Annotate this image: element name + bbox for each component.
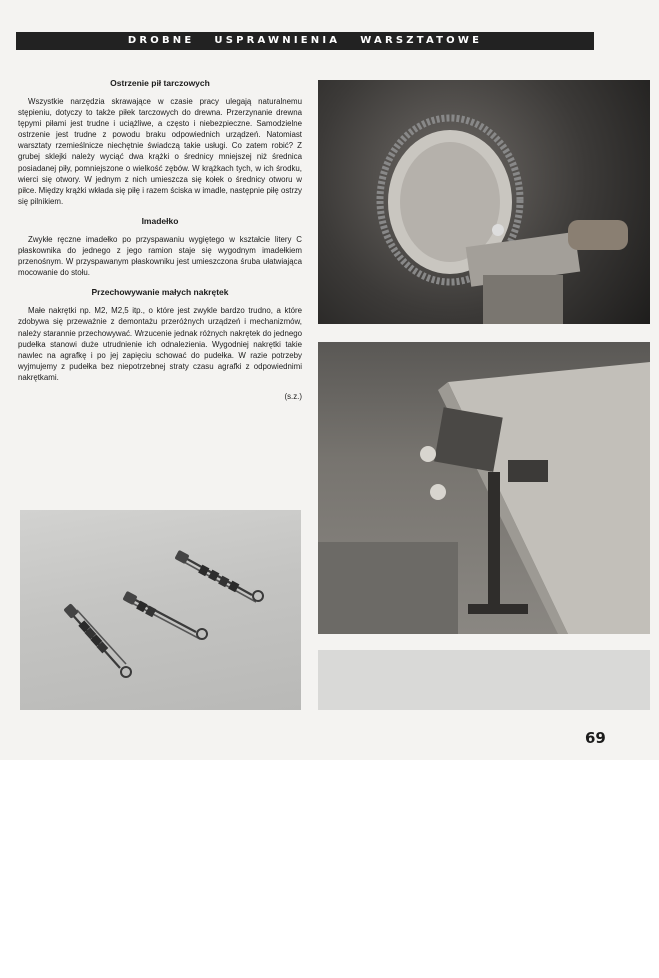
vise-head <box>434 407 503 472</box>
article-vise <box>18 216 302 278</box>
author-signature: (s.z.) <box>284 391 302 401</box>
photo-portable-vise <box>318 342 650 634</box>
saw-vise-illustration <box>318 80 650 324</box>
article-body: Wszystkie narzędzia skrawające w czasie pracy ulegają naturalnemu stępieniu, dotyczy to także piłek tarczowych do drewna. Przerzynanie drewna tępymi piłami jest trudne i uciążliwe, a często i niebezpieczne. Samodzielne ostrzenie jest trudne z powodu braku odpowiednich urządzeń. Natomiast warsztaty rzemieślnicze niechętnie świadczą takie usługi. Co zatem robić? Z grubej sklejki należy wyciąć dwa krążki o średnicy mniejszej niż średnica posiadanej piły, pomniejszone o wielkość zębów. W krążkach tych, w ich środku, wierci się otwory. W jednym z nich umieszcza się kołek o średnicy otworu w piłce. Między krążki wkłada się piłę i razem ściska w imadle, następnie piłę ostrzy się pilnikiem. <box>18 97 302 206</box>
photo-saw-sharpening <box>318 80 650 324</box>
safety-pin-left <box>63 603 131 677</box>
vise-jaw <box>508 460 548 482</box>
c-clamp-bar <box>488 472 500 612</box>
text-column <box>18 78 302 401</box>
table-edge <box>448 362 650 634</box>
hand-with-file <box>568 220 628 250</box>
article-saw-sharpening <box>18 78 302 207</box>
safety-pin-top <box>174 550 263 602</box>
header-word-2: USPRAWNIENIA <box>214 35 341 46</box>
article-title: Imadełko <box>141 215 179 226</box>
article-nut-storage <box>18 287 302 383</box>
article-title: Przechowywanie małych nakrętek <box>91 287 229 298</box>
section-header-bar <box>16 32 594 50</box>
photo-safety-pins <box>20 510 301 710</box>
article-title: Ostrzenie pił tarczowych <box>110 78 210 88</box>
safety-pin-middle <box>122 591 207 639</box>
article-body: Małe nakrętki np. M2, M2,5 itp., o które jest zwykle bardzo trudno, a które zdobywa się przeważnie z demontażu przeróżnych urządzeń i mechanizmów, należy starannie przechowywać. Wrzucenie jednak różnych nakrętek do jednego pudełka stanowi duże utrudnienie ich odnalezienia. Wygodniej nakrętki takie nawlec na agrafkę i po jej zapięciu schować do pudełka. W razie potrzeby wyjmujemy z pudełka bez niepotrzebnej straty czasu agrafki z odpowiednimi nakrętkami. <box>18 306 302 382</box>
header-word-3: WARSZTATOWE <box>360 35 483 46</box>
header-word-1: DROBNE <box>127 35 195 46</box>
vise-body <box>483 275 563 324</box>
vise-handle-knob <box>420 446 436 462</box>
photo-bottom-strip <box>318 650 650 710</box>
portable-vise-illustration <box>318 342 650 634</box>
article-body: Zwykłe ręczne imadełko po przyspawaniu wygiętego w kształcie litery C płaskownika do jednego z jego ramion staje się wygodnym imadełkiem przenośnym. W przyspawanym płaskowniku jest umieszczona śruba ułatwiająca mocowanie do stołu. <box>18 234 302 278</box>
safety-pins-illustration <box>20 510 301 710</box>
page-number: 69 <box>585 729 606 747</box>
